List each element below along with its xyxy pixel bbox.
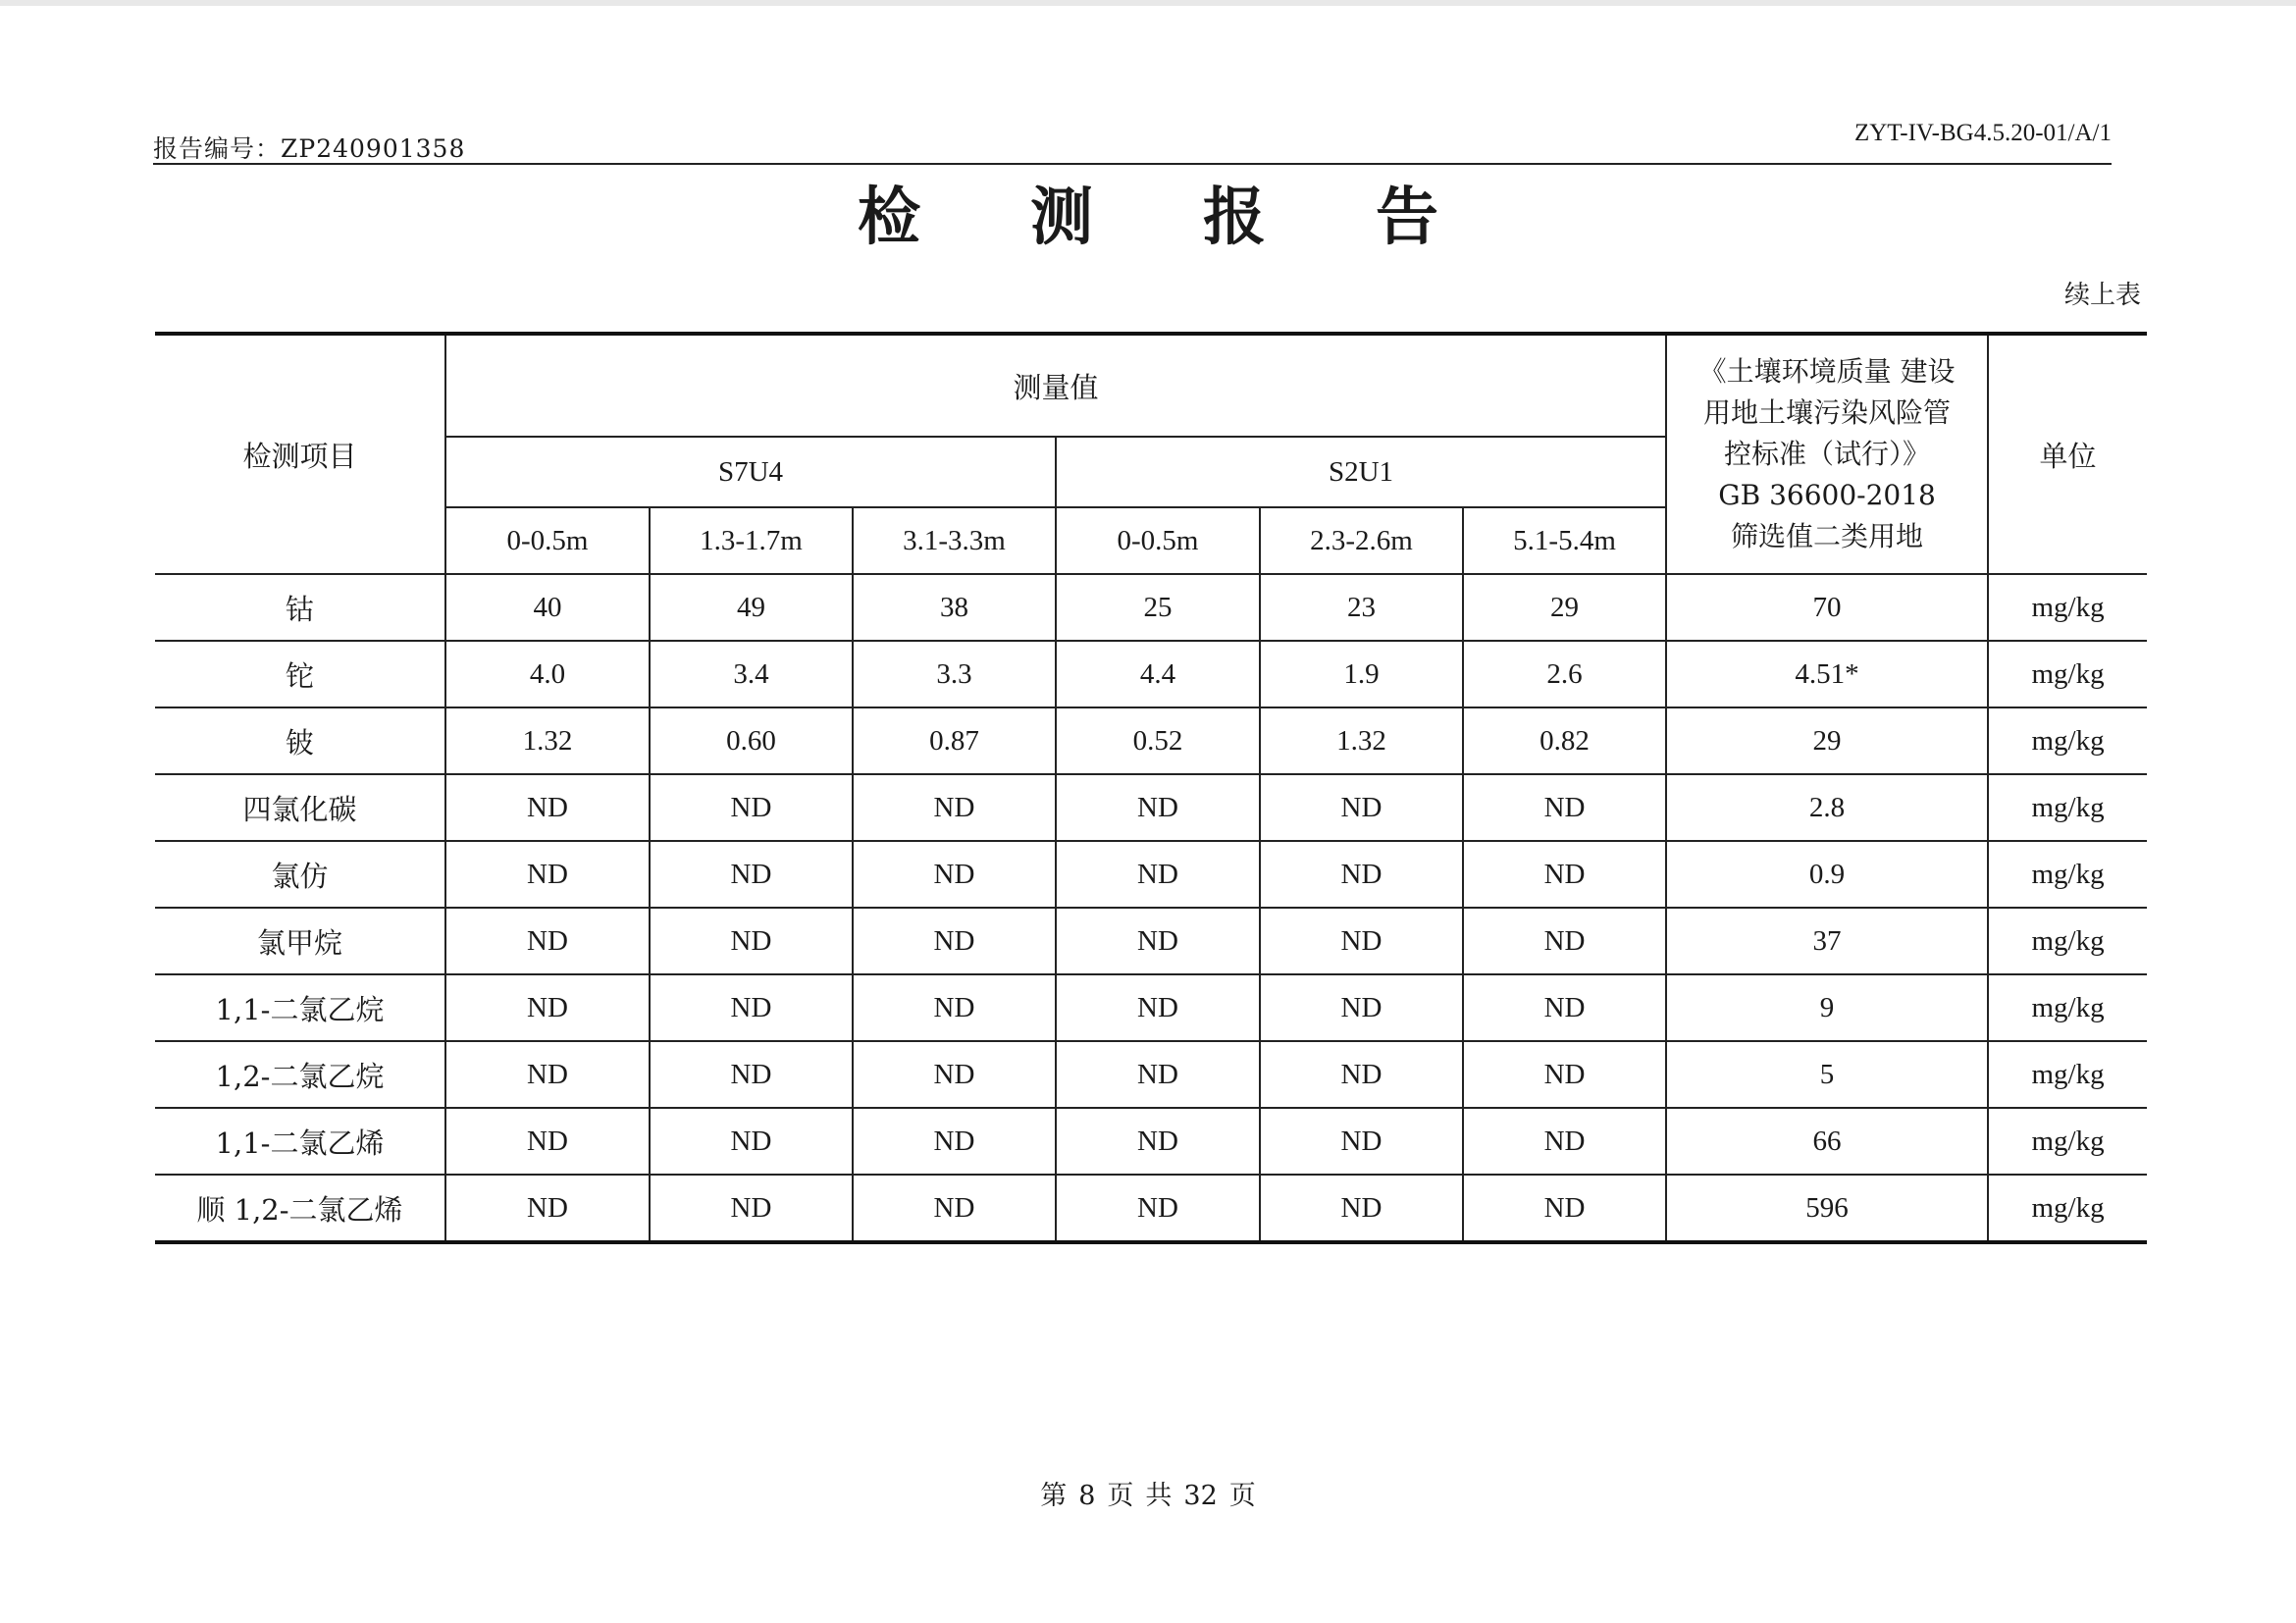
item-cell: 四氯化碳	[155, 774, 445, 841]
value-cell: ND	[1463, 841, 1666, 908]
value-cell: ND	[1463, 1175, 1666, 1242]
standard-cell: 596	[1666, 1175, 1988, 1242]
value-cell: ND	[1463, 1108, 1666, 1175]
form-code: ZYT-IV-BG4.5.20-01/A/1	[1853, 120, 2112, 146]
value-cell: ND	[1463, 908, 1666, 974]
value-cell: ND	[445, 1108, 650, 1175]
value-cell: ND	[650, 1041, 853, 1108]
group-s7u4: S7U4	[445, 437, 1056, 507]
depth-cell: 3.1-3.3m	[853, 507, 1056, 574]
value-cell: ND	[1260, 1175, 1463, 1242]
item-cell: 铊	[155, 641, 445, 707]
value-cell: ND	[1463, 1041, 1666, 1108]
value-cell: ND	[650, 974, 853, 1041]
value-cell: ND	[1260, 908, 1463, 974]
unit-cell: mg/kg	[1988, 1041, 2147, 1108]
standard-line: 《土壤环境质量 建设	[1698, 355, 1956, 388]
value-cell: ND	[1056, 1175, 1260, 1242]
value-cell: 25	[1056, 574, 1260, 641]
item-cell: 钴	[155, 574, 445, 641]
value-cell: ND	[1260, 841, 1463, 908]
unit-cell: mg/kg	[1988, 841, 2147, 908]
standard-cell: 66	[1666, 1108, 1988, 1175]
table-row	[155, 707, 2147, 774]
standard-cell: 37	[1666, 908, 1988, 974]
value-cell: ND	[1056, 974, 1260, 1041]
depth-cell: 2.3-2.6m	[1260, 507, 1463, 574]
title-char: 检	[858, 182, 920, 254]
footer-text: 页	[1228, 1481, 1256, 1511]
value-cell: ND	[1260, 974, 1463, 1041]
standard-cell: 5	[1666, 1041, 1988, 1108]
value-cell: ND	[445, 974, 650, 1041]
results-table	[155, 332, 2147, 1244]
item-cell: 1,1-二氯乙烷	[155, 974, 445, 1041]
item-cell: 氯仿	[155, 841, 445, 908]
value-cell: 1.9	[1260, 641, 1463, 707]
value-cell: ND	[1056, 1041, 1260, 1108]
standard-cell: 9	[1666, 974, 1988, 1041]
table-row	[155, 841, 2147, 908]
total-pages: 32	[1183, 1481, 1218, 1511]
value-cell: 0.60	[650, 707, 853, 774]
value-cell: 40	[445, 574, 650, 641]
value-cell: 1.32	[445, 707, 650, 774]
group-s2u1: S2U1	[1056, 437, 1666, 507]
value-cell: ND	[650, 1175, 853, 1242]
unit-header: 单位	[1988, 334, 2147, 574]
measured-header: 测量值	[445, 334, 1666, 437]
value-cell: 49	[650, 574, 853, 641]
value-cell: ND	[1260, 1041, 1463, 1108]
table-row	[155, 974, 2147, 1041]
footer-text: 第	[1040, 1481, 1068, 1511]
value-cell: ND	[445, 1041, 650, 1108]
standard-cell: 70	[1666, 574, 1988, 641]
value-cell: ND	[650, 908, 853, 974]
value-cell: ND	[853, 774, 1056, 841]
page-footer	[0, 1474, 2296, 1512]
table-row	[155, 574, 2147, 641]
standard-line: 用地土壤污染风险管	[1703, 396, 1952, 429]
value-cell: 1.32	[1260, 707, 1463, 774]
value-cell: ND	[1463, 774, 1666, 841]
value-cell: ND	[445, 1175, 650, 1242]
value-cell: ND	[1056, 1108, 1260, 1175]
table-row	[155, 774, 2147, 841]
value-cell: 0.87	[853, 707, 1056, 774]
item-cell: 顺 1,2-二氯乙烯	[155, 1175, 445, 1242]
value-cell: ND	[1260, 774, 1463, 841]
value-cell: ND	[1056, 908, 1260, 974]
value-cell: 0.52	[1056, 707, 1260, 774]
value-cell: ND	[853, 908, 1056, 974]
item-cell: 氯甲烷	[155, 908, 445, 974]
value-cell: ND	[445, 841, 650, 908]
value-cell: 38	[853, 574, 1056, 641]
value-cell: ND	[1260, 1108, 1463, 1175]
table-row	[155, 641, 2147, 707]
value-cell: ND	[650, 774, 853, 841]
value-cell: 4.0	[445, 641, 650, 707]
unit-cell: mg/kg	[1988, 974, 2147, 1041]
value-cell: 29	[1463, 574, 1666, 641]
value-cell: ND	[1056, 774, 1260, 841]
footer-text: 页	[1107, 1481, 1134, 1511]
value-cell: 4.4	[1056, 641, 1260, 707]
continued-label: 续上表	[2063, 281, 2141, 310]
report-number: 报告编号：ZP240901358	[153, 134, 466, 163]
value-cell: ND	[445, 908, 650, 974]
standard-line: 筛选值二类用地	[1731, 520, 1924, 552]
value-cell: 2.6	[1463, 641, 1666, 707]
item-cell: 1,1-二氯乙烯	[155, 1108, 445, 1175]
header-rule	[153, 163, 2112, 165]
title-char: 报	[1203, 182, 1266, 254]
current-page: 8	[1078, 1481, 1096, 1511]
unit-cell: mg/kg	[1988, 707, 2147, 774]
header-row	[155, 334, 2147, 437]
table-row	[155, 1175, 2147, 1242]
value-cell: 3.3	[853, 641, 1056, 707]
document-title	[0, 167, 2296, 257]
unit-cell: mg/kg	[1988, 641, 2147, 707]
standard-cell: 4.51*	[1666, 641, 1988, 707]
value-cell: ND	[853, 974, 1056, 1041]
table-row	[155, 908, 2147, 974]
footer-text: 共	[1145, 1481, 1173, 1511]
standard-cell: 29	[1666, 707, 1988, 774]
depth-cell: 0-0.5m	[1056, 507, 1260, 574]
table-row	[155, 1041, 2147, 1108]
standard-cell: 0.9	[1666, 841, 1988, 908]
title-char: 测	[1030, 182, 1093, 254]
standard-cell: 2.8	[1666, 774, 1988, 841]
unit-cell: mg/kg	[1988, 908, 2147, 974]
value-cell: ND	[650, 841, 853, 908]
unit-cell: mg/kg	[1988, 774, 2147, 841]
standard-line: 控标准（试行）》	[1724, 438, 1931, 470]
standard-header	[1666, 334, 1988, 574]
value-cell: 3.4	[650, 641, 853, 707]
unit-cell: mg/kg	[1988, 1175, 2147, 1242]
unit-cell: mg/kg	[1988, 574, 2147, 641]
value-cell: ND	[650, 1108, 853, 1175]
value-cell: ND	[853, 1041, 1056, 1108]
value-cell: ND	[445, 774, 650, 841]
value-cell: ND	[853, 841, 1056, 908]
value-cell: ND	[1056, 841, 1260, 908]
item-cell: 1,2-二氯乙烷	[155, 1041, 445, 1108]
unit-cell: mg/kg	[1988, 1108, 2147, 1175]
value-cell: ND	[853, 1175, 1056, 1242]
depth-cell: 1.3-1.7m	[650, 507, 853, 574]
value-cell: 0.82	[1463, 707, 1666, 774]
standard-line: GB 36600-2018	[1718, 479, 1936, 511]
scan-edge	[0, 0, 2296, 6]
value-cell: ND	[853, 1108, 1056, 1175]
table-row	[155, 1108, 2147, 1175]
value-cell: ND	[1463, 974, 1666, 1041]
item-cell: 铍	[155, 707, 445, 774]
depth-cell: 0-0.5m	[445, 507, 650, 574]
title-char: 告	[1376, 182, 1438, 254]
item-header: 检测项目	[155, 334, 445, 574]
depth-cell: 5.1-5.4m	[1463, 507, 1666, 574]
value-cell: 23	[1260, 574, 1463, 641]
